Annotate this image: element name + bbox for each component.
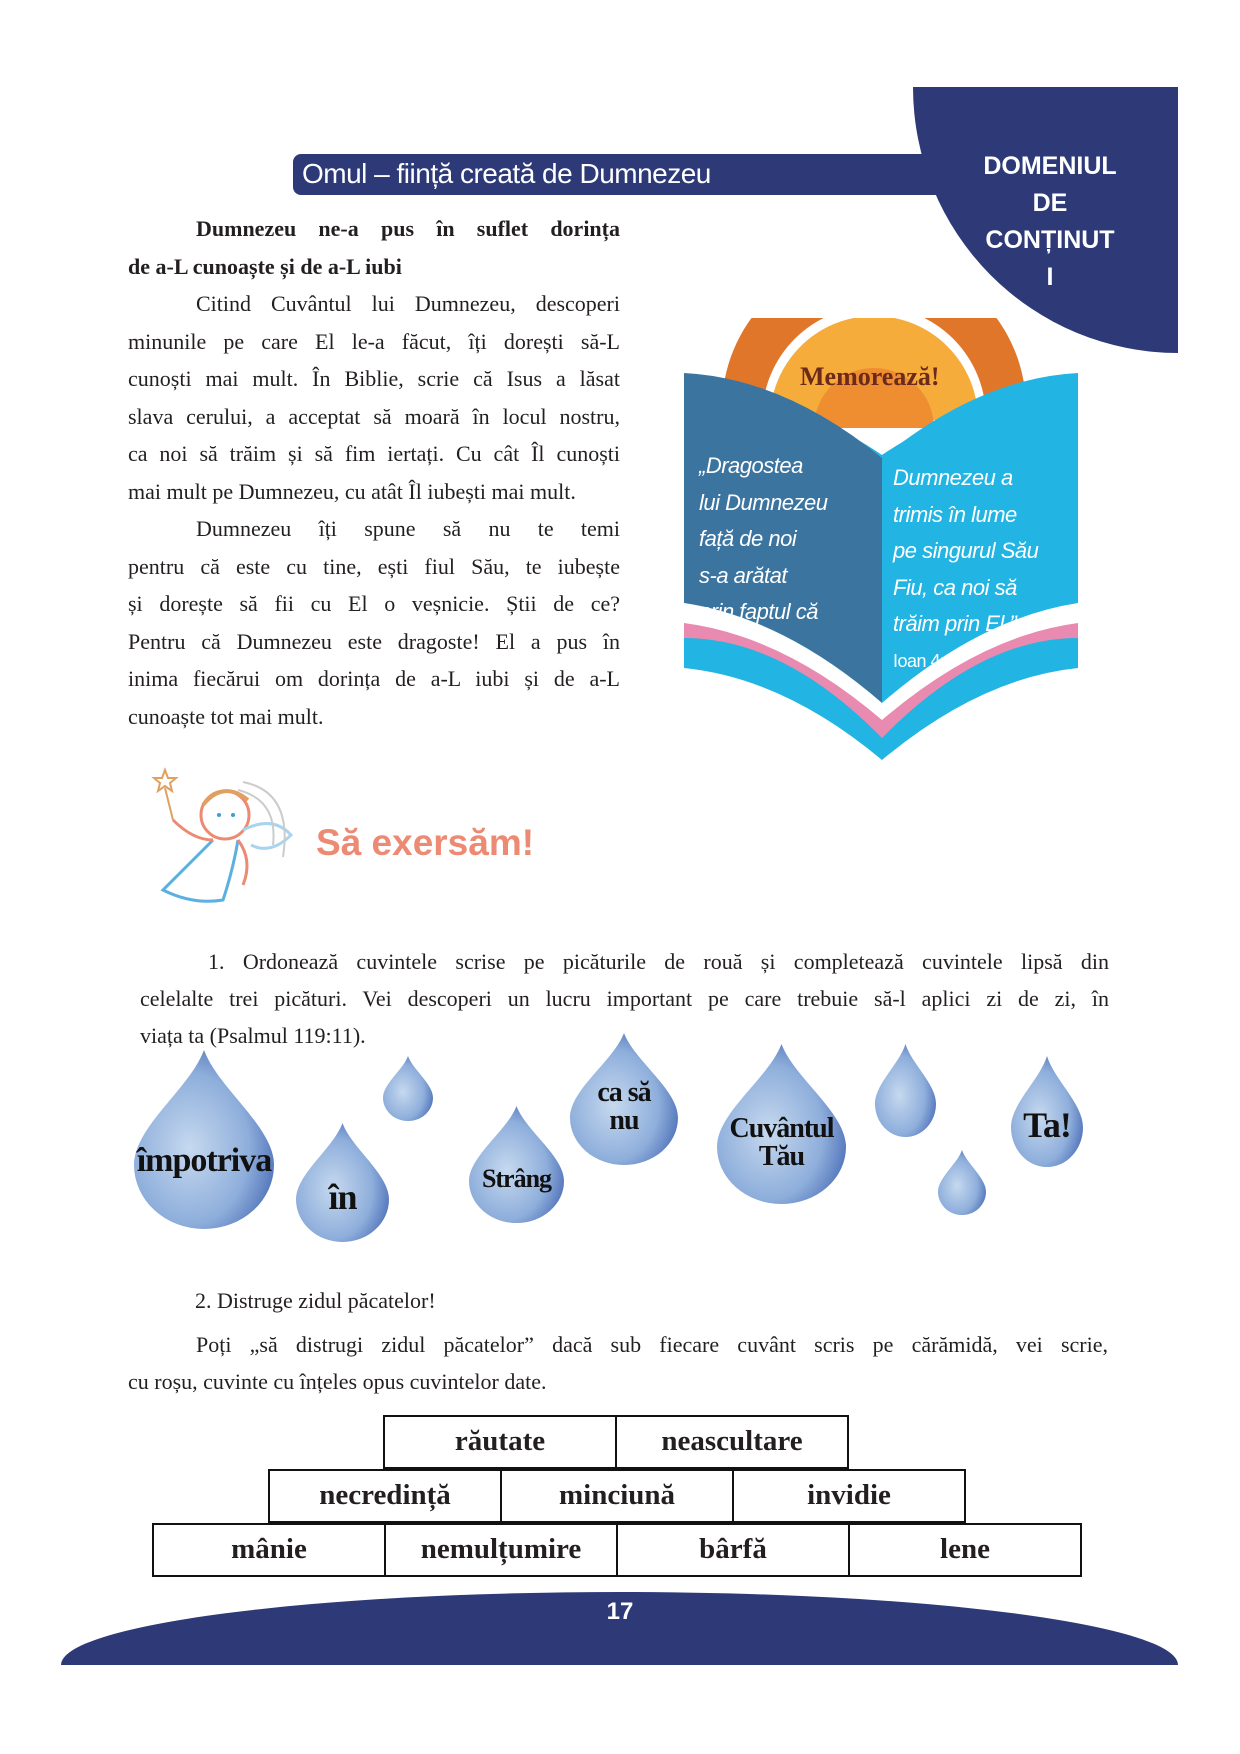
drop-word: Strâng [481, 1163, 552, 1193]
angel-icon [143, 760, 298, 925]
intro-heading [128, 210, 620, 285]
wall-brick: neascultare [615, 1415, 849, 1469]
verse-line: față de noi [699, 526, 797, 551]
text-line: Dumnezeu îți spune să nu te temi [196, 516, 620, 541]
wall-brick: minciună [500, 1469, 734, 1523]
wall-brick: mânie [152, 1523, 386, 1577]
exercise-2-title: 2. Distruge zidul păcatelor! [195, 1288, 436, 1313]
drop-word: Cuvântul Tău [729, 1113, 834, 1173]
memorize-label: Memorează! [800, 362, 940, 391]
domain-line: DOMENIUL [983, 152, 1117, 180]
page-number: 17 [606, 1598, 634, 1625]
wall-brick: bârfă [616, 1523, 850, 1577]
text-line: viața ta (Psalmul 119:11). [140, 1023, 366, 1048]
text-line: slava cerului, a acceptat să moară în locul nostru, [128, 403, 620, 429]
verse-line: trăim prin El.” [893, 611, 1017, 636]
text-line: Citind Cuvântul lui Dumnezeu, descoperi [196, 291, 620, 316]
text-line: și dorește să fii cu El o veșnicie. Știi de ce? [128, 591, 620, 616]
text-line: inima fiecărui om dorința de a-L iubi și de a-L [128, 666, 620, 691]
heading-line: Dumnezeu ne-a pus în suflet dorința [196, 216, 620, 241]
text-line: minunile pe care El le-a făcut, îți dorești să-L [128, 328, 620, 354]
domain-line: I [1046, 263, 1054, 291]
verse-line: trimis în lume [893, 501, 1017, 527]
intro-paragraph-2 [128, 510, 620, 735]
text-line: Poți „să distrugi zidul păcatelor” dacă sub fiecare cuvânt scris pe cărămidă, vei scrie, [196, 1332, 1108, 1357]
text-line: celelalte trei picături. Vei descoperi un lucru important pe care trebuie să-l aplici zi de zi, în [140, 986, 1109, 1011]
verse-line: Dumnezeu a [893, 465, 1013, 490]
dew-drop [717, 1044, 846, 1204]
domain-line: DE [1032, 189, 1068, 217]
dew-drop [1011, 1056, 1083, 1167]
text-line: pentru că este cu tine, ești fiul Său, te iubește [128, 553, 620, 579]
wall-brick: răutate [383, 1415, 617, 1469]
text-line: ca noi să trăim și să fim iertați. Cu cât Îl cunoști [128, 441, 620, 466]
text-line: mai mult pe Dumnezeu, cu atât Îl iubești mai mult. [128, 478, 576, 504]
text-line: Pentru că Dumnezeu este dragoste! El a pus în [128, 628, 620, 654]
intro-paragraph-1 [128, 285, 620, 510]
verse-line: pe singurul Său [893, 538, 1039, 563]
drop-word: împotriva [136, 1141, 272, 1179]
verse-reference: Ioan 4:9 [893, 651, 955, 671]
wall-brick: invidie [732, 1469, 966, 1523]
heading-line: de a-L cunoaște și de a-L iubi [128, 253, 402, 279]
dew-drop [134, 1050, 274, 1229]
dew-drop [570, 1033, 678, 1165]
wall-brick: nemulțumire [384, 1523, 618, 1577]
verse-line: s-a arătat [699, 562, 787, 588]
verse-line: prin faptul că [699, 599, 818, 624]
verse-line: Fiu, ca noi să [893, 574, 1017, 600]
domain-line: CONȚINUT [985, 226, 1115, 254]
text-line: cu roșu, cuvinte cu înțeles opus cuvintelor date. [128, 1369, 547, 1394]
dew-drop [469, 1106, 564, 1223]
domain-label [940, 148, 1160, 296]
text-line: cunoști mai mult. În Biblie, scrie că Isus a lăsat [128, 366, 620, 391]
dew-drop [875, 1044, 936, 1137]
verse-line: „Dragostea [699, 453, 803, 478]
wall-brick: lene [848, 1523, 1082, 1577]
drop-word: Ta! [1023, 1104, 1071, 1145]
verse-right [893, 460, 1038, 643]
text-line: 1. Ordonează cuvintele scrise pe picăturile de rouă și completează cuvintele lipsă din [208, 949, 1109, 974]
verse-line: lui Dumnezeu [699, 489, 828, 515]
dew-drop [938, 1150, 986, 1215]
drop-word: în [328, 1176, 357, 1217]
wall-brick: necredință [268, 1469, 502, 1523]
drop-word: ca să nu [597, 1077, 651, 1137]
exercise-2-instructions [128, 1326, 1108, 1400]
dew-drop [383, 1056, 433, 1121]
text-line: cunoaște tot mai mult. [128, 703, 324, 729]
page-title: Omul – ființă creată de Dumnezeu [302, 158, 711, 189]
verse-left [699, 448, 828, 631]
exercise-section-title: Să exersăm! [316, 822, 535, 863]
dew-drop [296, 1123, 389, 1242]
